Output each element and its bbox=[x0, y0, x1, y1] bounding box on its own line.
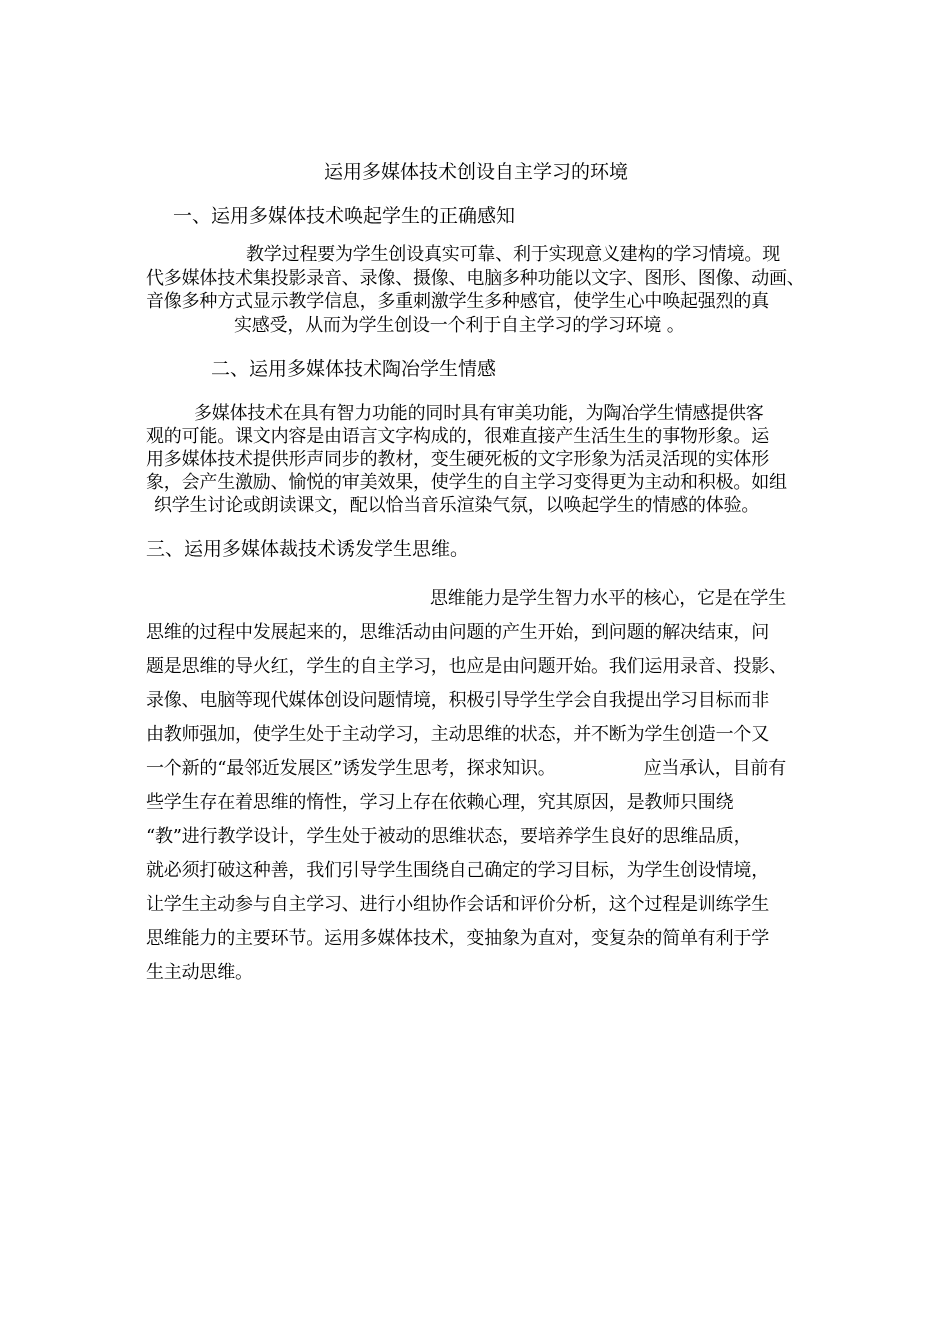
document-title: 运用多媒体技术创设自主学习的环境 bbox=[323, 161, 628, 183]
paragraph-line: 生主动思维。 bbox=[146, 962, 253, 983]
paragraph-line: “教”进行教学设计，学生处于被动的思维状态，要培养学生良好的思维品质， bbox=[146, 826, 752, 847]
paragraph-line: 让学生主动参与自主学习、进行小组协作会话和评价分析，这个过程是训练学生 bbox=[146, 894, 769, 915]
paragraph-line: 些学生存在着思维的惰性，学习上存在依赖心理，究其原因，是教师只围绕 bbox=[146, 792, 734, 813]
paragraph-line: 教学过程要为学生创设真实可靠、利于实现意义建构的学习情境。现 bbox=[246, 244, 780, 265]
section-1-paragraph bbox=[146, 243, 806, 337]
section-2-heading: 二、运用多媒体技术陶冶学生情感 bbox=[211, 358, 497, 380]
paragraph-line: 音像多种方式显示教学信息，多重刺激学生多种感官，使学生心中唤起强烈的真 bbox=[146, 291, 769, 312]
paragraph-line: 代多媒体技术集投影录音、录像、摄像、电脑多种功能以文字、图形、图像、动画、 bbox=[146, 267, 805, 289]
section-3-paragraph bbox=[146, 582, 806, 990]
paragraph-line-part: 应当承认，目前有 bbox=[643, 758, 787, 779]
paragraph-line: 实感受，从而为学生创设一个利于自主学习的学习环境 。 bbox=[234, 314, 685, 336]
paragraph-line: 象，会产生激励、愉悦的审美效果，使学生的自主学习变得更为主动和积极。如组 bbox=[146, 472, 787, 493]
section-2-paragraph bbox=[146, 402, 806, 517]
paragraph-line: 思维能力的主要环节。运用多媒体技术，变抽象为直对，变复杂的简单有利于学 bbox=[146, 928, 769, 949]
paragraph-line: 多媒体技术在具有智力功能的同时具有审美功能，为陶冶学生情感提供客 bbox=[194, 403, 764, 424]
paragraph-line-part: 一个新的“最邻近发展区”诱发学生思考，探求知识。 bbox=[146, 758, 556, 779]
paragraph-line: 录像、电脑等现代媒体创设问题情境，积极引导学生学会自我提出学习目标而非 bbox=[146, 690, 769, 711]
paragraph-line: 用多媒体技术提供形声同步的教材，变生硬死板的文字形象为活灵活现的实体形 bbox=[146, 449, 769, 470]
paragraph-line: 织学生讨论或朗读课文，配以恰当音乐渲染气氛，以唤起学生的情感的体验。 bbox=[154, 495, 760, 516]
paragraph-line: 思维能力是学生智力水平的核心，它是在学生 bbox=[430, 588, 786, 609]
paragraph-line: 由教师强加，使学生处于主动学习，主动思维的状态，并不断为学生创造一个又 bbox=[146, 724, 769, 745]
paragraph-line bbox=[146, 752, 806, 786]
paragraph-line: 观的可能。课文内容是由语言文字构成的，很难直接产生活生生的事物形象。运 bbox=[146, 426, 769, 447]
paragraph-line: 题是思维的导火红，学生的自主学习，也应是由问题开始。我们运用录音、投影、 bbox=[146, 656, 787, 677]
paragraph-line: 就必须打破这种善，我们引导学生围绕自己确定的学习目标，为学生创设情境， bbox=[146, 860, 769, 881]
paragraph-line: 思维的过程中发展起来的，思维活动由问题的产生开始，到问题的解决结束，问 bbox=[146, 622, 769, 643]
section-3-heading: 三、运用多媒体裁技术诱发学生思维。 bbox=[146, 538, 470, 560]
section-1-heading: 一、运用多媒体技术唤起学生的正确感知 bbox=[173, 205, 516, 227]
